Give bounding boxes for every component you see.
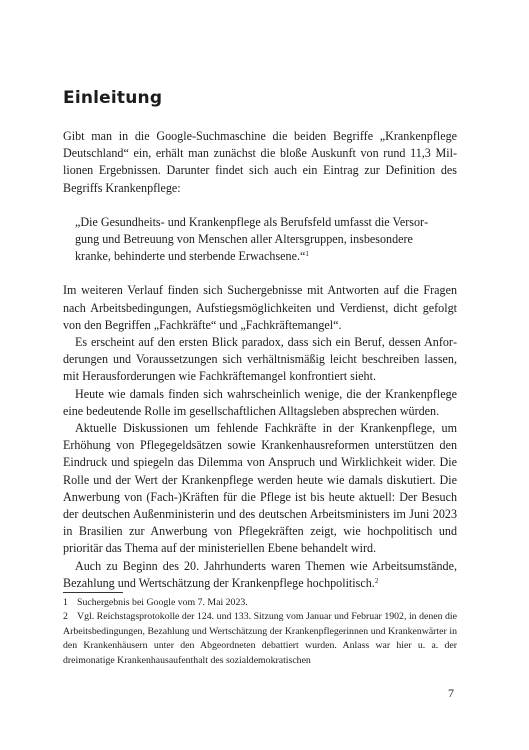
footnotes xyxy=(63,596,457,668)
paragraph-3: Es erscheint auf den ersten Blick paradox, dass sich ein Beruf, dessen Anforderungen und Voraussetzungen sich verhältnismäßig leicht beschreiben lassen, mit Herausforderungen wie Fachkräftemangel konfrontiert sieht. xyxy=(63,335,457,384)
footnote-divider xyxy=(63,592,123,593)
footnote-text: Suchergebnis bei Google vom 7. Mai 2023. xyxy=(77,597,248,608)
block-quote xyxy=(75,214,430,266)
paragraph-5: Aktuelle Diskussionen um fehlende Fachkräfte in der Krankenpflege, um Erhöhung von Pflegegeldsätzen sowie Krankenhausreformen unterstützen den Eindruck und spiegeln das Dilemma von Anspruch und Wirklichkeit wider. Die Rolle und der Wert der Krankenpflege werden heute wie damals diskutiert. Die Anwerbung von (Fach-)Kräften für die Pflege ist bis heute aktuell: Der Besuch der deutschen Außenministerin und des deutschen Arbeitsministers im Juni 2023 in Brasilien zur Anwerbung von Pflegekräften zeigt, wie hochpolitisch und prioritär das Thema auf der ministeriellen Ebene behandelt wird. xyxy=(63,421,457,556)
paragraph-4: Heute wie damals finden sich wahrscheinlich wenige, die der Krankenpflege eine bedeutende Rolle im gesellschaftlichen Alltagsleben absprechen würden. xyxy=(63,386,457,418)
paragraph-1: Gibt man in die Google-Suchmaschine die beiden Begriffe „Krankenpflege Deutschland“ ein, erhält man zunächst die bloße Auskunft von rund 11,3 Millionen Ergebnissen. Darunter findet sich auch ein Eintrag zur Definition des Begriffs Krankenpflege: xyxy=(63,129,457,195)
paragraph-2: Im weiteren Verlauf finden sich Suchergebnisse mit Antworten auf die Fragen nach Arbeitsbedingungen, Aufstiegsmöglichkeiten und Verdienst, dicht gefolgt von den Begriffen „Fachkräfte“ und „Fachkräftemangel“. xyxy=(63,283,457,332)
footnote-marker-1[interactable]: 1 xyxy=(305,250,309,259)
footnote-1 xyxy=(63,596,457,610)
footnote-2 xyxy=(63,610,457,668)
footnote-number: 1 xyxy=(63,597,68,608)
paragraph-6-text: Auch zu Beginn des 20. Jahrhunderts waren Themen wie Arbeitsumstände, Bezahlung und Wertschätzung der Krankenpflege hochpolitisch. xyxy=(63,558,457,590)
chapter-heading: Einleitung xyxy=(63,88,163,108)
paragraph-6 xyxy=(63,558,457,592)
footnote-text: Vgl. Reichstagsprotokolle der 124. und 133. Sitzung vom Januar und Februar 1902, in denen die Arbeitsbedingungen, Bezahlung und Wertschätzung der Krankenpflegerinnen und Krankenwärter in den Krankenhäusern unter den Abgeordneten debattiert wurden. Anlass war hier u. a. der dreimonatige Krankenhausaufenthalt des sozialdemokratischen xyxy=(63,611,457,666)
page-number: 7 xyxy=(448,686,454,700)
body-text xyxy=(63,128,457,592)
quote-text: „Die Gesundheits- und Krankenpflege als Berufsfeld umfasst die Versorgung und Betreuung von Menschen aller Altersgruppen, insbesondere kranke, behinderte und sterbende Erwachsene.“ xyxy=(75,214,429,264)
footnote-number: 2 xyxy=(63,611,68,623)
footnote-marker-2[interactable]: 2 xyxy=(374,576,379,585)
